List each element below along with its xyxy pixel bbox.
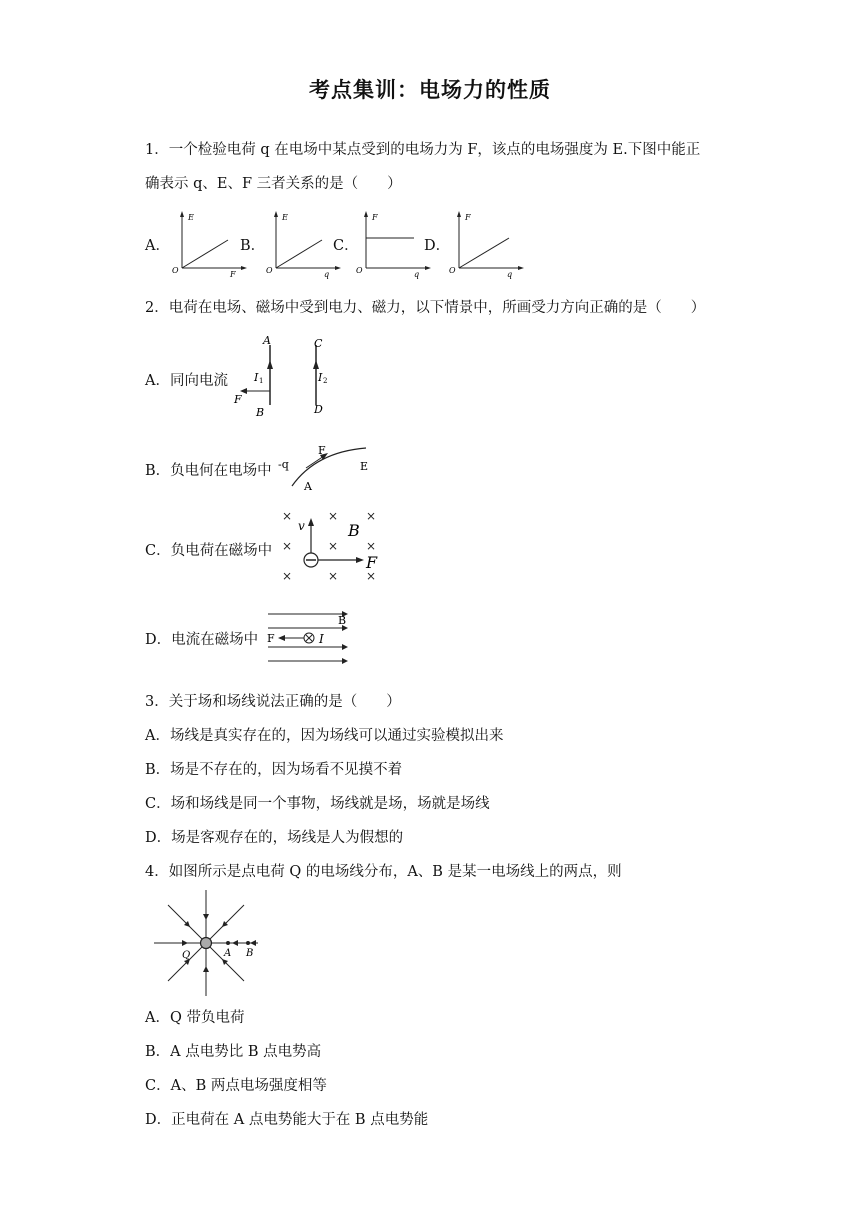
q1-graph-c <box>352 210 432 280</box>
svg-text:E: E <box>360 460 369 473</box>
svg-text:F: F <box>267 632 275 645</box>
svg-text:I: I <box>254 371 259 384</box>
svg-text:×: × <box>328 509 339 523</box>
q2-option-a: A．同向电流 <box>145 373 228 389</box>
svg-text:F: F <box>234 393 242 406</box>
q1-option-b-label: B． <box>240 238 266 254</box>
svg-text:A: A <box>304 480 312 493</box>
q1-graph-d-ylabel: F <box>465 213 471 222</box>
q2-option-b: B．负电何在电场中 <box>145 463 272 479</box>
q1-graph-b-ylabel: E <box>282 213 288 222</box>
page-title: 考点集训：电场力的性质 <box>309 78 551 102</box>
q4-option-a: A．Q 带负电荷 <box>145 1010 245 1026</box>
svg-text:×: × <box>328 539 339 553</box>
svg-text:×: × <box>282 509 293 523</box>
q1-stem-line1: 1．一个检验电荷 q 在电场中某点受到的电场力为 F，该点的电场强度为 E.下图中能正 <box>145 142 701 158</box>
svg-text:B: B <box>246 948 254 959</box>
svg-text:1: 1 <box>259 377 264 385</box>
svg-text:Q: Q <box>182 950 191 961</box>
q1-graph-c-xlabel: q <box>414 270 420 279</box>
q4-option-c: C．A、B 两点电场强度相等 <box>145 1078 327 1094</box>
svg-text:×: × <box>366 569 377 583</box>
svg-text:B: B <box>256 406 265 419</box>
q1-graph-d-origin: O <box>449 266 456 275</box>
q1-option-d-label: D． <box>424 238 451 254</box>
q1-graph-b-origin: O <box>266 266 273 275</box>
svg-text:×: × <box>328 569 339 583</box>
q1-stem-line2: 确表示 q、E、F 三者关系的是（ ） <box>145 176 402 192</box>
svg-text:I: I <box>319 632 324 646</box>
q1-graph-a-xlabel: F <box>230 270 236 279</box>
q1-option-a-label: A． <box>145 238 170 254</box>
svg-text:F: F <box>366 553 378 572</box>
svg-text:v: v <box>298 519 305 533</box>
q4-option-b: B．A 点电势比 B 点电势高 <box>145 1044 322 1060</box>
svg-text:F: F <box>318 444 326 457</box>
svg-text:×: × <box>366 539 377 553</box>
q1-graph-d-xlabel: q <box>507 270 513 279</box>
q1-graph-a-ylabel: E <box>188 213 194 222</box>
q3-option-a: A．场线是真实存在的，因为场线可以通过实验模拟出来 <box>145 728 504 744</box>
q4-option-d: D．正电荷在 A 点电势能大于在 B 点电势能 <box>145 1112 429 1128</box>
q1-graph-c-origin: O <box>356 266 363 275</box>
q2-option-d: D．电流在磁场中 <box>145 632 259 648</box>
svg-text:A: A <box>263 334 271 347</box>
q2-figure-d-current-in-magnetic-field <box>264 606 356 668</box>
q1-graph-b-xlabel: q <box>324 270 330 279</box>
svg-text:I: I <box>318 371 323 384</box>
q1-graph-b <box>262 210 342 280</box>
q4-figure-point-charge-field-lines <box>148 888 268 1000</box>
q1-graph-a-origin: O <box>172 266 179 275</box>
svg-text:B: B <box>338 614 347 627</box>
svg-text:×: × <box>366 509 377 523</box>
q3-option-c: C．场和场线是同一个事物，场线就是场，场就是场线 <box>145 796 490 812</box>
svg-text:×: × <box>282 569 293 583</box>
q4-stem: 4．如图所示是点电荷 Q 的电场线分布，A、B 是某一电场线上的两点，则 <box>145 864 622 880</box>
q1-graph-d <box>445 210 525 280</box>
q2-stem: 2．电荷在电场、磁场中受到电力、磁力，以下情景中，所画受力方向正确的是（ ） <box>145 300 706 316</box>
q3-option-d: D．场是客观存在的，场线是人为假想的 <box>145 830 404 846</box>
q2-figure-a-parallel-currents <box>228 333 338 425</box>
q1-graph-c-ylabel: F <box>372 213 378 222</box>
svg-text:B: B <box>348 521 360 540</box>
q3-option-b: B．场是不存在的，因为场看不见摸不着 <box>145 762 403 778</box>
svg-text:×: × <box>282 539 293 553</box>
svg-text:D: D <box>314 403 323 416</box>
svg-text:C: C <box>314 337 323 350</box>
svg-text:2: 2 <box>323 377 328 385</box>
q1-graph-a <box>168 210 248 280</box>
q2-option-c: C．负电荷在磁场中 <box>145 543 273 559</box>
svg-text:-q: -q <box>278 458 289 471</box>
q2-figure-c-charge-in-magnetic-field <box>278 506 390 588</box>
q2-figure-b-charge-in-field <box>276 440 386 495</box>
q1-option-c-label: C． <box>333 238 359 254</box>
svg-text:A: A <box>224 948 232 959</box>
q3-stem: 3．关于场和场线说法正确的是（ ） <box>145 694 401 710</box>
